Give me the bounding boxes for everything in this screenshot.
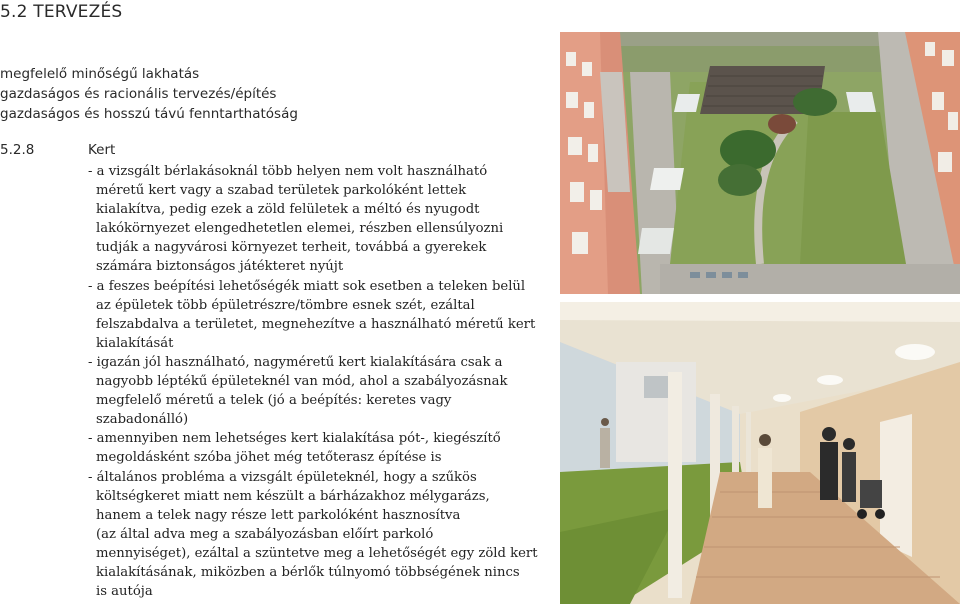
section-body: [88, 162, 538, 601]
body-line: mennyiséget), ezáltal a szüntetve meg a lehetőségét egy zöld kert: [96, 545, 538, 561]
body-line: - igazán jól használható, nagyméretű kert kialakítására csak a: [88, 354, 503, 370]
section-number: 5.2.8: [0, 142, 35, 158]
body-line: megoldásként szóba jöhet még tetőterasz építése is: [96, 450, 442, 466]
intro-item: gazdaságos és hosszú távú fenntarthatóság: [0, 106, 298, 122]
section-title: Kert: [88, 142, 116, 158]
body-line: kialakítva, pedig ezek a zöld felületek a méltó és nyugodt: [96, 202, 480, 218]
section-heading: 5.2 TERVEZÉS: [0, 2, 123, 22]
body-line: hanem a telek nagy része lett parkolóként hasznosítva: [96, 507, 461, 523]
courtyard-garden-photo: [560, 32, 960, 294]
body-line: - a feszes beépítési lehetőségék miatt sok esetben a teleken belül: [88, 278, 526, 294]
body-line: nagyobb léptékű épületeknél van mód, ahol a szabályozásnak: [96, 374, 508, 390]
intro-list: [0, 64, 298, 124]
body-line: számára biztonságos játékteret nyújt: [96, 259, 344, 275]
body-line: (az által adva meg a szabályozásban előírt parkoló: [96, 526, 434, 542]
body-line: szabadonálló): [96, 412, 189, 428]
body-line: felszabdalva a területet, megnehezítve a használható méretű kert: [96, 316, 536, 332]
body-line: - amennyiben nem lehetséges kert kialakítása pót-, kiegészítő: [88, 431, 501, 447]
body-line: lakókörnyezet elengedhetetlen elemei, részben ellensúlyozni: [96, 221, 504, 237]
body-line: - általános probléma a vizsgált épületeknél, hogy a szűkös: [88, 469, 477, 485]
intro-item: gazdaságos és racionális tervezés/építés: [0, 86, 277, 102]
body-line: tudják a nagyvárosi környezet terheit, továbbá a gyerekek: [96, 240, 487, 256]
body-line: is autója: [96, 584, 153, 600]
covered-walkway-photo: [560, 302, 960, 604]
body-line: - a vizsgált bérlakásoknál több helyen nem volt használható: [88, 164, 488, 179]
body-line: kialakítását: [96, 335, 174, 351]
body-line: költségkeret miatt nem készült a bárházakhoz mélygarázs,: [96, 488, 490, 504]
body-line: az épületek több épületrészre/tömbre esnek szét, ezáltal: [96, 297, 475, 313]
intro-item: megfelelő minőségű lakhatás: [0, 66, 200, 82]
body-line: méretű kert vagy a szabad területek parkolóként lettek: [96, 183, 467, 199]
body-line: kialakításának, miközben a bérlők túlnyomó többségének nincs: [96, 564, 520, 580]
body-line: megfelelő méretű a telek (jó a beépítés: keretes vagy: [96, 393, 452, 409]
